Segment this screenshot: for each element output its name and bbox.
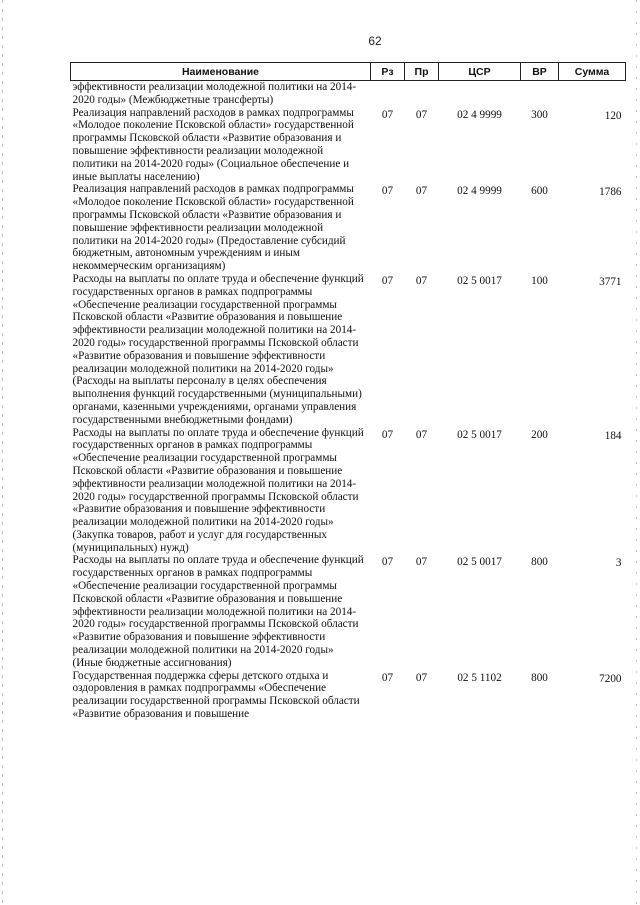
row-name: Расходы на выплаты по оплате труда и обеспечение функций государственных органов в рамках подпрограммы «Обеспечение реализации государственной программы Псковской области «Развитие образования и повышение эффективности реализации молодежной политики на 2014-2020 годы» государственной программы Псковской области «Развитие образования и повышение эффективности реализации молодежной политики на 2014-2020 годы» (Иные бюджетные ассигнования) bbox=[72, 554, 364, 669]
row-sum: 7200 bbox=[599, 672, 622, 685]
budget-table bbox=[70, 62, 626, 721]
row-csr: 02 4 9999 bbox=[457, 108, 502, 121]
row-name: Расходы на выплаты по оплате труда и обеспечение функций государственных органов в рамках подпрограммы «Обеспечение реализации государственной программы Псковской области «Развитие образования и повышение эффективности реализации молодежной политики на 2014-2020 годы» государственной программы Псковской области «Развитие образования и повышение эффективности реализации молодежной политики на 2014-2020 годы» (Закупка товаров, работ и услуг для государственных (муниципальных) нужд) bbox=[72, 426, 364, 554]
row-sum: 1786 bbox=[599, 186, 622, 199]
row-sum: 184 bbox=[604, 429, 622, 442]
header-pr: Пр bbox=[405, 63, 439, 81]
table-row bbox=[71, 107, 626, 184]
row-pr: 07 bbox=[415, 556, 428, 569]
row-name: Реализация направлений расходов в рамках подпрограммы «Молодое поколение Псковской области» государственной программы Псковской области «Развитие образования и повышение эффективности реализации молодежной политики на 2014-2020 годы» (Социальное обеспечение и иные выплаты населению) bbox=[72, 106, 354, 183]
row-sum bbox=[559, 81, 626, 107]
row-vr: 600 bbox=[531, 185, 548, 198]
row-pr: 07 bbox=[415, 108, 428, 121]
header-csr: ЦСР bbox=[439, 63, 521, 81]
table-row bbox=[71, 670, 626, 721]
row-pr: 07 bbox=[415, 671, 428, 684]
row-csr: 02 5 0017 bbox=[457, 556, 502, 569]
header-sum: Сумма bbox=[559, 63, 626, 81]
row-sum: 3771 bbox=[599, 275, 622, 288]
row-pr: 07 bbox=[415, 274, 428, 287]
row-vr: 800 bbox=[531, 556, 548, 569]
table-header bbox=[71, 63, 626, 81]
header-rz: Рз bbox=[371, 63, 405, 81]
row-rz: 07 bbox=[381, 671, 394, 684]
table-row bbox=[71, 554, 626, 669]
row-name: Реализация направлений расходов в рамках подпрограммы «Молодое поколение Псковской области» государственной программы Псковской области «Развитие образования и повышение эффективности реализации молодежной политики на 2014-2020 годы» (Предоставление субсидий бюджетным, автономным учреждениям и иным некоммерческим организациям) bbox=[72, 183, 354, 273]
row-rz: 07 bbox=[381, 274, 394, 287]
row-name: Расходы на выплаты по оплате труда и обеспечение функций государственных органов в рамках подпрограммы «Обеспечение реализации государственной программы Псковской области «Развитие образования и повышение эффективности реализации молодежной политики на 2014-2020 годы» государственной программы Псковской области «Развитие образования и повышение эффективности реализации молодежной политики на 2014-2020 годы» (Расходы на выплаты персоналу в целях обеспечения выполнения функций государственными (муниципальными) органами, казенными учреждениями, органами управления государственными внебюджетными фондами) bbox=[72, 272, 364, 426]
row-rz: 07 bbox=[381, 556, 394, 569]
row-sum: 3 bbox=[615, 557, 622, 570]
row-csr bbox=[439, 81, 521, 107]
row-vr: 300 bbox=[531, 108, 548, 121]
row-vr: 200 bbox=[531, 428, 548, 441]
row-csr: 02 5 0017 bbox=[457, 428, 502, 441]
row-rz: 07 bbox=[381, 185, 394, 198]
row-sum: 120 bbox=[604, 109, 622, 122]
scan-edge-right bbox=[636, 0, 637, 905]
row-pr bbox=[405, 81, 439, 107]
table-row bbox=[71, 81, 626, 107]
row-csr: 02 4 9999 bbox=[457, 185, 502, 198]
row-csr: 02 5 1102 bbox=[457, 671, 502, 684]
table-row bbox=[71, 427, 626, 555]
row-rz: 07 bbox=[381, 428, 394, 441]
row-vr bbox=[521, 81, 559, 107]
row-vr: 100 bbox=[531, 274, 548, 287]
row-name: эффективности реализации молодежной политики на 2014-2020 годы» (Межбюджетные трансферты) bbox=[72, 81, 357, 106]
row-rz: 07 bbox=[381, 108, 394, 121]
row-pr: 07 bbox=[415, 428, 428, 441]
row-vr: 800 bbox=[531, 671, 548, 684]
table-row bbox=[71, 273, 626, 427]
row-csr: 02 5 0017 bbox=[457, 274, 502, 287]
header-vr: ВР bbox=[521, 63, 559, 81]
scan-edge-left bbox=[2, 0, 3, 905]
page-number: 62 bbox=[368, 34, 382, 48]
row-name: Государственная поддержка сферы детского отдыха и оздоровления в рамках подпрограммы «Обеспечение реализации государственной программы Псковской области «Развитие образования и повышение bbox=[72, 669, 360, 721]
row-pr: 07 bbox=[415, 185, 428, 198]
row-rz bbox=[371, 81, 405, 107]
table-row bbox=[71, 183, 626, 273]
header-name: Наименование bbox=[71, 63, 371, 81]
